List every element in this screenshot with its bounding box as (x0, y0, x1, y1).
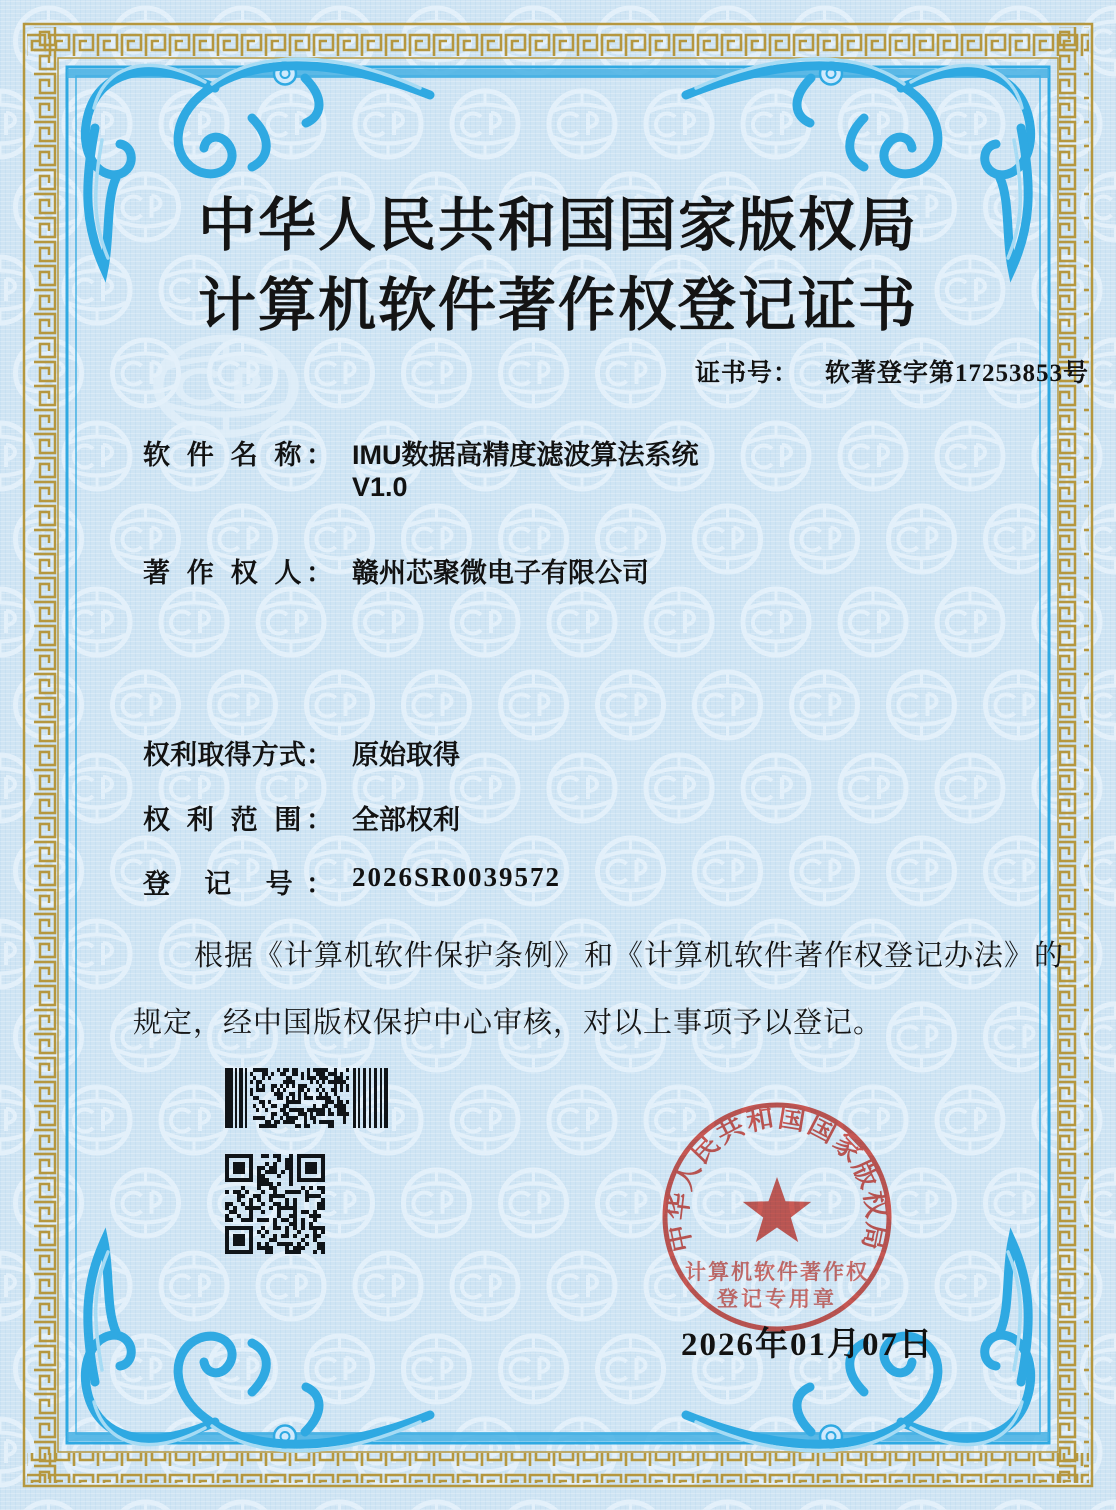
registration-number-row (143, 862, 561, 901)
acquisition-value: 原始取得 (352, 740, 460, 770)
qr-code (225, 1154, 325, 1254)
certificate-number-value: 软著登字第17253853号 (825, 360, 1090, 387)
acquisition-label: 权利取得方式： (143, 740, 333, 770)
star-icon (743, 1177, 811, 1242)
software-name-label: 软 件 名 称： (143, 440, 333, 470)
issue-date: 2026年01月07日 (681, 1327, 934, 1363)
seal-inner-line2: 登记专用章 (717, 1288, 837, 1311)
registration-number-label: 登 记 号： (143, 869, 333, 899)
acquisition-row (143, 733, 460, 772)
copyright-owner-value: 赣州芯聚微电子有限公司 (352, 558, 649, 588)
certificate-title-line1: 中华人民共和国国家版权局 (197, 193, 918, 258)
registration-number-value: 2026SR0039572 (352, 862, 562, 892)
software-name-row (143, 433, 699, 472)
barcode (225, 1068, 388, 1128)
rights-scope-value: 全部权利 (352, 805, 460, 835)
software-name-value: IMU数据高精度滤波算法系统 (352, 440, 699, 470)
statement-line1: 根据《计算机软件保护条例》和《计算机软件著作权登记办法》的 (194, 940, 1065, 972)
copyright-owner-row (143, 551, 649, 590)
rights-scope-row (143, 798, 460, 837)
rights-scope-label: 权 利 范 围： (143, 805, 333, 835)
copyright-owner-label: 著 作 权 人： (143, 558, 333, 588)
seal-inner-line1: 计算机软件著作权 (685, 1261, 869, 1284)
certificate-number-label: 证书号： (695, 360, 800, 387)
official-round-seal (655, 1095, 899, 1339)
software-version: V1.0 (352, 472, 408, 502)
statement-line2: 规定，经中国版权保护中心审核，对以上事项予以登记。 (133, 1007, 884, 1039)
seal-arc-text: 中华人民共和国国家版权局 (662, 1102, 892, 1255)
certificate-number-row (695, 353, 1089, 389)
certificate-title-line2: 计算机软件著作权登记证书 (197, 273, 918, 338)
